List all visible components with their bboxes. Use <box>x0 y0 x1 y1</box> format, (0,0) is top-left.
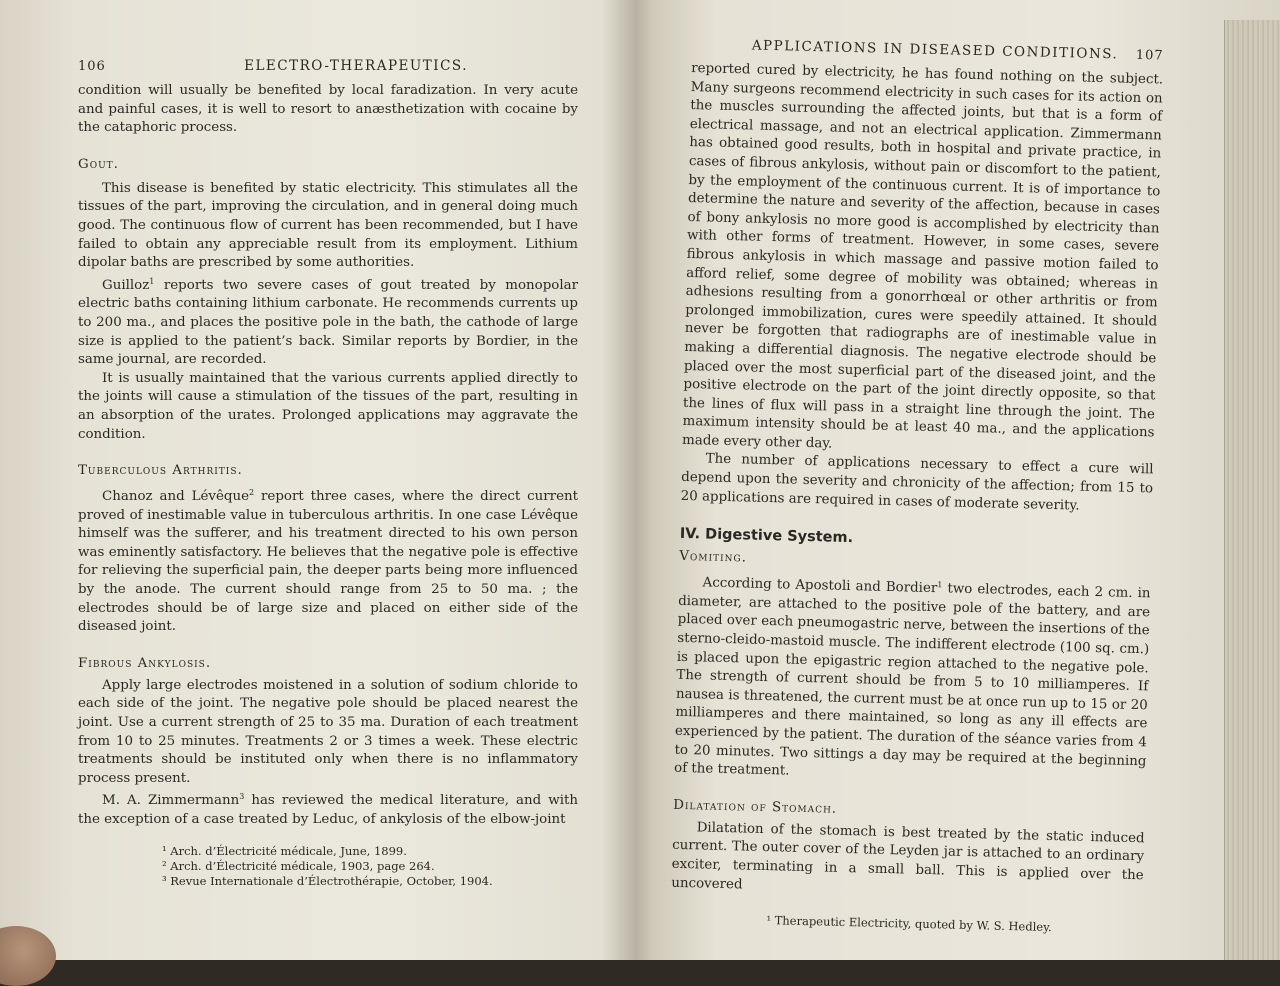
tb-p1-text: report three cases, where the direct current proved of inestimable value in tuberculous arthritis. In one case Lévêque himself was the sufferer, and his treatment directed to his own person was eminently satisfactory. He believes that the negative pole is effective for relieving the superficial pain, the deeper parts being more influenced by the anode. The current should range from 25 to 50 ma. ; the electrodes should be of large size and placed on either side of the diseased joint. <box>78 489 579 635</box>
vomiting-heading: Vomiting. <box>679 549 748 566</box>
thumb <box>0 926 56 986</box>
right-page <box>670 36 1164 937</box>
right-footnote-1: ¹ Therapeutic Electricity, quoted by W. S. Hedley. <box>766 913 1052 935</box>
right-footnote-ref-1: 1 <box>937 580 943 590</box>
fa-p2-name: M. A. Zimmermann <box>102 793 240 809</box>
page-edges <box>1224 20 1280 960</box>
left-running-title: ELECTRO-THERAPEUTICS. <box>244 58 468 74</box>
fibrous-paragraph-2 <box>78 788 578 829</box>
left-footnote-3: ³ Revue Internationale d’Électrothérapie, October, 1904. <box>162 873 493 888</box>
gout-p2-name: Guilloz <box>102 277 150 293</box>
gout-p2-text: reports two severe cases of gout treated by monopolar electric baths containing lithium carbonate. He recommends currents up to 200 ma., and places the positive pole in the bath, the cathode of large size is applied to the patient’s back. Similar reports by Bordier, in the same journal, are recorded. <box>78 277 578 368</box>
fibrous-ankylosis-heading: Fibrous Ankylosis. <box>78 655 212 671</box>
left-footnote-1: ¹ Arch. d’Électricité médicale, June, 1899. <box>162 843 407 858</box>
left-intro-paragraph: condition will usually be benefited by local faradization. In very acute and painful cases, it is well to resort to anæsthetization with cocaine by the cataphoric process. <box>78 83 578 136</box>
left-footnotes <box>78 844 578 889</box>
right-running-head <box>692 36 1164 64</box>
vom-p1-name: According to Apostoli and Bordier <box>702 575 938 597</box>
right-running-title: APPLICATIONS IN DISEASED CONDITIONS. <box>751 37 1119 63</box>
footnote-ref-1: 1 <box>149 276 155 286</box>
vom-p1-text: two electrodes, each 2 cm. in diameter, are attached to the positive pole of the battery, and are placed over each pneumogastric nerve, between the insertions of the sterno-cleido-mastoid muscle. The indifferent electrode (100 sq. cm.) is placed upon the epigastric region attached to the negative pole. The strength of current should be from 5 to 10 milliamperes. If nausea is threatened, the current must be at once run up to 15 or 20 milliamperes and there maintained, so long as any ill effects are experienced by the patient. The duration of the séance varies from 4 to 20 minutes. Two sittings a day may be required at the beginning of the treatment. <box>673 581 1151 779</box>
fa-p2-text: has reviewed the medical literature, and with the exception of a case treated by Leduc, of ankylosis of the elbow-joint <box>78 793 578 827</box>
left-running-head <box>78 58 578 74</box>
tuberculous-paragraph <box>78 484 578 637</box>
tuberculous-arthritis-heading: Tuberculous Arthritis. <box>78 463 243 479</box>
footnote-ref-3: 3 <box>239 792 245 802</box>
right-footnotes <box>670 911 1142 938</box>
right-page-number: 107 <box>1135 47 1164 64</box>
digestive-system-heading: IV. Digestive System. <box>679 526 854 547</box>
fibrous-paragraph-1: Apply large electrodes moistened in a solution of sodium chloride to each side of the joint. The negative pole should be placed nearest the joint. Use a current strength of 25 to 35 ma. Duration of each treatment from 10 to 25 minutes. Treatments 2 or 3 times a week. These electric treatments should be instituted only when there is no inflammatory process present. <box>78 677 578 786</box>
tb-p1-name: Chanoz and Lévêque <box>102 489 250 505</box>
footnote-ref-2: 2 <box>249 488 255 498</box>
dilatation-paragraph: Dilatation of the stomach is best treated by the static induced current. The outer cover of the Leyden jar is attached to an ordinary exciter, terminating in a small ball. This is applied over the uncovered <box>671 820 1145 893</box>
gout-heading: Gout. <box>78 156 119 172</box>
left-page <box>78 58 578 889</box>
gout-paragraph-1: This disease is benefited by static electricity. This stimulates all the tissues of the part, improving the circulation, and in general doing much good. The continuous flow of current has been recommended, but I have failed to obtain any appreciable result from its employment. Lithium dipolar baths are prescribed by some authorities. <box>78 180 578 271</box>
right-applications-paragraph: The number of applications necessary to effect a cure will depend upon the severity and chronicity of the affection; from 15 to 20 applications are required in cases of moderate severity. <box>680 451 1154 514</box>
gout-paragraph-2 <box>78 273 578 370</box>
left-page-number: 106 <box>78 59 106 74</box>
right-continuation-paragraph: reported cured by electricity, he has found nothing on the subject. Many surgeons recommend electricity in such cases for its action on the muscles surrounding the affected joints, but that is a form of electrical massage, and not an electrical application. Zimmermann has obtained good results, both in hospital and private practice, in cases of fibrous ankylosis, without pain or discomfort to the patient, by the employment of the continuous current. It is of importance to determine the nature and severity of the affection, because in cases of bony ankylosis no more good is accomplished by electricity than with other forms of treatment. However, in some cases, severe fibrous ankylosis in which massage and passive motion failed to afford relief, some degree of mobility was obtained; whereas in adhesions resulting from a gonorrhœal or other arthritis or from prolonged immobilization, cures were speedily attained. It should never be forgotten that radiographs are of inestimable value in making a differential diagnosis. The negative electrode should be placed over the most superficial part of the diseased joint, and the positive electrode on the part of the joint directly opposite, so that the lines of flux will pass in a straight line through the joint. The maximum intensity should be at least 40 ma., and the applications made every other day. <box>681 60 1164 452</box>
dilatation-heading: Dilatation of Stomach. <box>673 797 838 817</box>
left-footnote-2: ² Arch. d’Électricité médicale, 1903, page 264. <box>162 858 435 873</box>
gout-paragraph-3: It is usually maintained that the various currents applied directly to the joints will cause a stimulation of the tissues of the part, resulting in an absorption of the urates. Prolonged applications may aggravate the condition. <box>78 370 578 442</box>
vomiting-paragraph <box>674 570 1151 790</box>
